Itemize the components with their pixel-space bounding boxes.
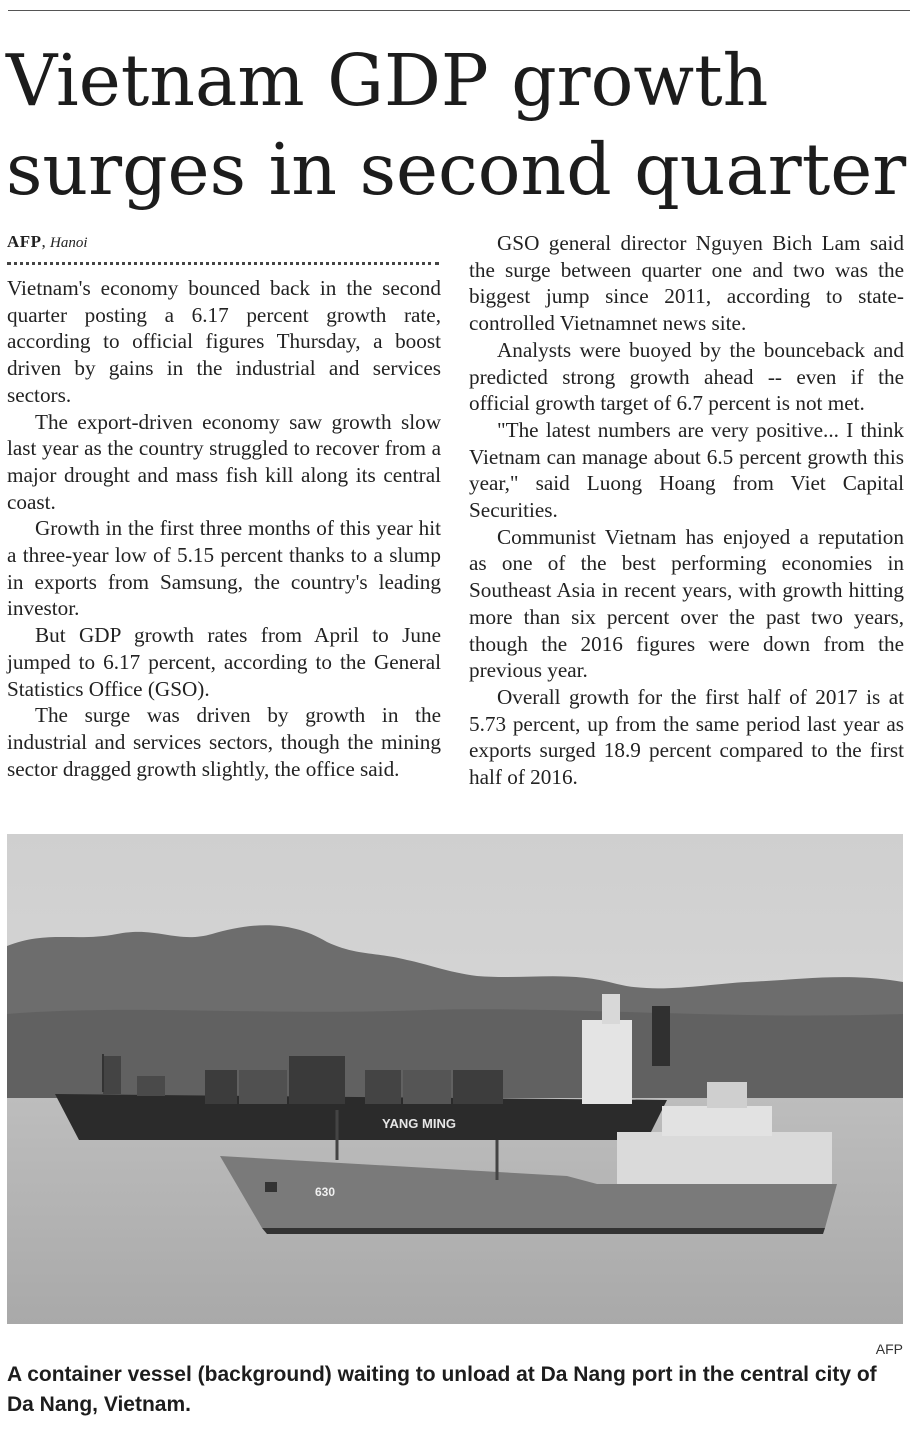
byline-place: Hanoi — [50, 235, 88, 251]
headline: Vietnam GDP growth surges in second quarter — [6, 39, 907, 211]
photo-credit: AFP — [875, 1341, 903, 1357]
top-rule — [8, 10, 910, 11]
paragraph: The surge was driven by growth in the industrial and services sectors, though the mining sector dragged growth slightly, the office said. — [7, 703, 441, 781]
article-column-left — [7, 230, 441, 782]
photo-caption: A container vessel (background) waiting to unload at Da Nang port in the central city of Da Nang, Vietnam. — [7, 1363, 877, 1416]
paragraph: The export-driven economy saw growth slow last year as the country struggled to recover from a major drought and mass fish kill along its central coast. — [7, 409, 441, 514]
paragraph: Overall growth for the first half of 2017 is at 5.73 percent, up from the same period last year as exports surged 18.9 percent compared to the first half of 2016. — [469, 684, 904, 790]
byline-agency: AFP — [7, 232, 42, 251]
harbor-photo-illustration — [7, 834, 903, 1324]
paragraph: Analysts were buoyed by the bounceback and predicted strong growth ahead -- even if the official growth target of 6.7 percent is not met. — [469, 337, 904, 416]
byline: AFP, Hanoi — [7, 232, 88, 251]
paragraph: But GDP growth rates from April to June jumped to 6.17 percent, according to the General Statistics Office (GSO). — [7, 623, 441, 701]
dotted-divider — [7, 262, 439, 269]
ship-name-label: YANG MING — [382, 1116, 456, 1131]
paragraph: Vietnam's economy bounced back in the second quarter posting a 6.17 percent growth rate, according to official figures Thursday, a boost driven by gains in the industrial and services sectors. — [7, 276, 441, 407]
news-photo — [7, 834, 903, 1324]
hull-number-label: 630 — [314, 1185, 336, 1199]
paragraph: "The latest numbers are very positive... I think Vietnam can manage about 6.5 percent growth this year," said Luong Hoang from Viet Capital Securities. — [469, 417, 904, 523]
article-column-right — [469, 230, 904, 791]
paragraph: GSO general director Nguyen Bich Lam said the surge between quarter one and two was the biggest jump since 2011, according to state-controlled Vietnamnet news site. — [469, 231, 904, 336]
paragraph: Growth in the first three months of this year hit a three-year low of 5.15 percent thanks to a slump in exports from Samsung, the country's leading investor. — [7, 516, 441, 621]
paragraph: Communist Vietnam has enjoyed a reputation as one of the best performing economies in Southeast Asia in recent years, with growth hitting more than six percent over the past two years, though the 2016 figures were down from the previous year. — [469, 524, 904, 683]
